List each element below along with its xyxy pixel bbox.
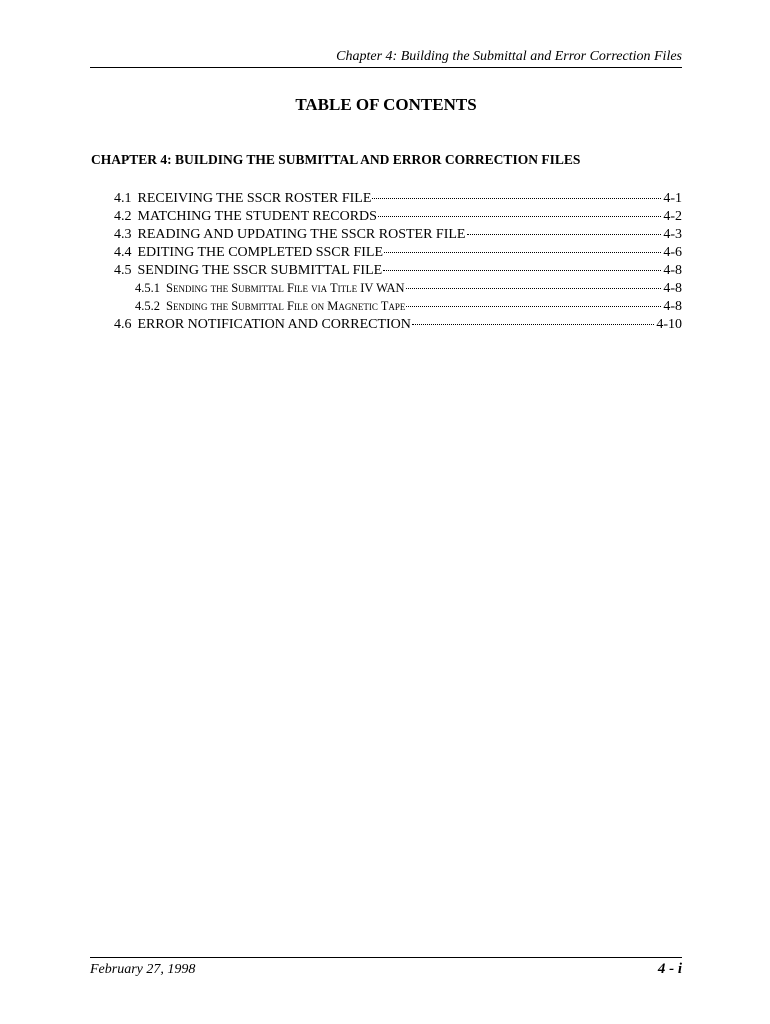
toc-leader-dots xyxy=(467,220,662,235)
toc-entry-page: 4-1 xyxy=(663,191,682,206)
toc-entry-label: SENDING THE SSCR SUBMITTAL FILE xyxy=(137,263,383,278)
toc-entry-number: 4.5.1 xyxy=(135,281,160,295)
toc-entry-page: 4-3 xyxy=(663,227,682,242)
toc-title: TABLE OF CONTENTS xyxy=(295,95,477,114)
toc-entry-number: 4.2 xyxy=(114,209,132,224)
toc-leader-dots xyxy=(383,256,661,271)
footer-date: February 27, 1998 xyxy=(90,962,196,977)
toc-leader-dots xyxy=(406,292,661,307)
toc-leader-dots xyxy=(378,202,661,217)
toc-entry-label: ERROR NOTIFICATION AND CORRECTION xyxy=(137,317,411,332)
toc-entry-page: 4-2 xyxy=(663,209,682,224)
footer-page-number: 4 - i xyxy=(657,961,682,977)
toc-entry-number: 4.5.2 xyxy=(135,299,160,313)
footer-rule xyxy=(90,957,682,958)
toc-entry-label: RECEIVING THE SSCR ROSTER FILE xyxy=(137,191,372,206)
toc-leader-dots xyxy=(406,274,662,289)
toc-entry-page: 4-6 xyxy=(663,245,682,260)
toc-entry-label: Sending the Submittal File on Magnetic Tape xyxy=(166,299,406,313)
header-rule xyxy=(90,67,682,68)
toc-entry-number: 4.3 xyxy=(114,227,132,242)
toc-entry-label: EDITING THE COMPLETED SSCR FILE xyxy=(137,245,384,260)
toc-entry-number: 4.6 xyxy=(114,317,132,332)
toc-entry-page: 4-8 xyxy=(663,299,682,314)
toc-entry-number: 4.1 xyxy=(114,191,132,206)
toc-entry-page: 4-8 xyxy=(663,281,682,296)
toc-entry-page: 4-10 xyxy=(656,317,682,332)
toc-entry-number: 4.4 xyxy=(114,245,132,260)
toc-leader-dots xyxy=(384,238,661,253)
toc-leader-dots xyxy=(412,310,654,325)
toc-entry-label: READING AND UPDATING THE SSCR ROSTER FILE xyxy=(137,227,466,242)
toc-list xyxy=(114,187,682,331)
toc-entry-number: 4.5 xyxy=(114,263,132,278)
running-header: Chapter 4: Building the Submittal and Error Correction Files xyxy=(336,49,682,64)
chapter-heading: CHAPTER 4: BUILDING THE SUBMITTAL AND ERROR CORRECTION FILES xyxy=(91,152,581,167)
toc-entry-label: Sending the Submittal File via Title IV WAN xyxy=(166,281,405,295)
toc-leader-dots xyxy=(372,184,661,199)
toc-entry-label: MATCHING THE STUDENT RECORDS xyxy=(137,209,377,224)
toc-entry-page: 4-8 xyxy=(663,263,682,278)
toc-entry-4-6[interactable] xyxy=(114,313,682,331)
